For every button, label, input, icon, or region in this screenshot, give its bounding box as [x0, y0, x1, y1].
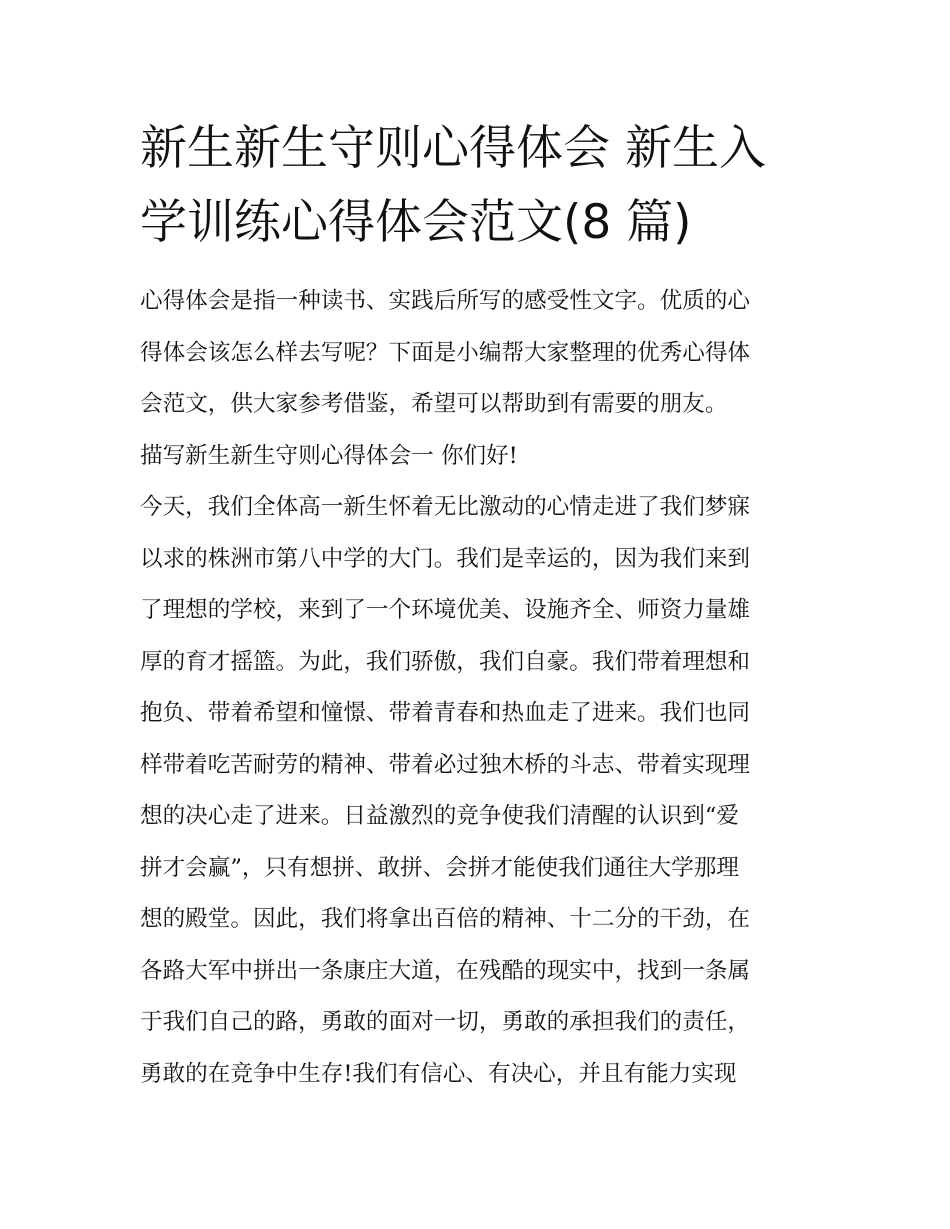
body-line: 以求的株洲市第八中学的大门。我们是幸运的，因为我们来到	[140, 545, 751, 572]
body-line: 勇敢的在竞争中生存!我们有信心、有决心，并且有能力实现	[140, 1060, 737, 1087]
title-line-2: 学训练心得体会范文(8 篇)	[140, 195, 692, 250]
document-content	[140, 112, 812, 1100]
body-line: 想的殿堂。因此，我们将拿出百倍的精神、十二分的干劲，在	[140, 906, 751, 932]
body-line: 拼才会赢”，只有想拼、敢拼、会拼才能使我们通往大学那理	[140, 854, 739, 881]
body-line: 了理想的学校，来到了一个环境优美、设施齐全、师资力量雄	[140, 597, 751, 623]
body-line: 样带着吃苦耐劳的精神、带着必过独木桥的斗志、带着实现理	[140, 751, 751, 778]
body-line: 想的决心走了进来。日益激烈的竞争使我们清醒的认识到“爱	[140, 803, 739, 829]
body-line: 于我们自己的路，勇敢的面对一切，勇敢的承担我们的责任，	[140, 1009, 751, 1035]
section-heading-line: 描写新生新生守则心得体会一 你们好!	[140, 442, 518, 469]
title-line-1: 新生新生守则心得体会 新生入	[140, 121, 766, 176]
body-line: 抱负、带着希望和憧憬、带着青春和热血走了进来。我们也同	[140, 700, 751, 726]
document-body	[140, 276, 812, 1100]
body-line: 今天，我们全体高一新生怀着无比激动的心情走进了我们梦寐	[140, 494, 751, 520]
body-line: 会范文，供大家参考借鉴，希望可以帮助到有需要的朋友。	[140, 391, 728, 417]
body-line: 厚的育才摇篮。为此，我们骄傲，我们自豪。我们带着理想和	[140, 648, 751, 675]
body-line: 得体会该怎么样去写呢？下面是小编帮大家整理的优秀心得体	[140, 339, 751, 366]
body-line: 心得体会是指一种读书、实践后所写的感受性文字。优质的心	[140, 288, 751, 314]
body-line: 各路大军中拼出一条康庄大道，在残酷的现实中，找到一条属	[140, 957, 751, 984]
document-title	[140, 112, 812, 260]
